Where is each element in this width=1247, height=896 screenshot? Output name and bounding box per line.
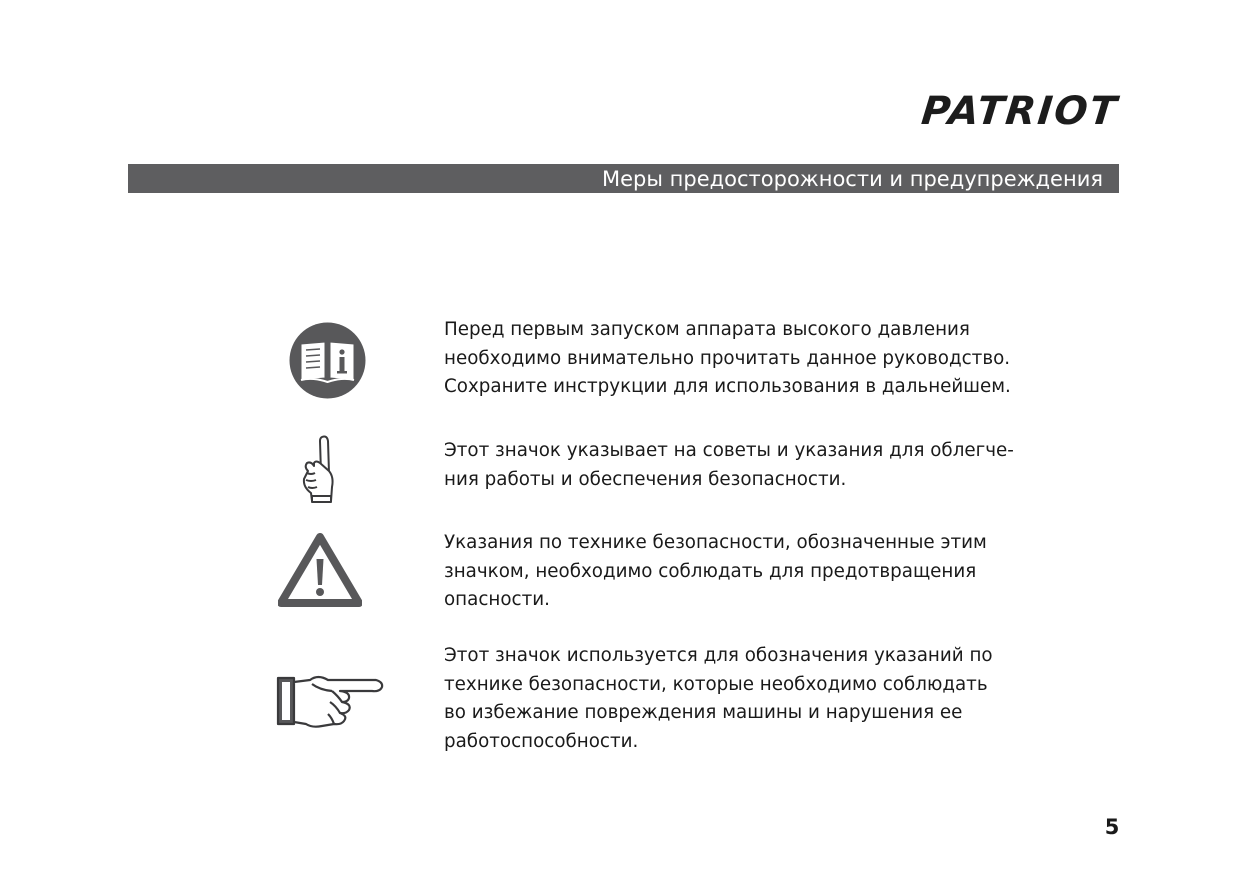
manual-info-icon (289, 322, 366, 399)
text-line: Перед первым запуском аппарата высокого давления (444, 319, 970, 340)
section-header-bar (128, 164, 1119, 193)
text-line: Этот значок используется для обозначения указаний по (444, 645, 993, 666)
text-line: Этот значок указывает на советы и указания для облегче- (444, 440, 1014, 461)
text-line: работоспособности. (444, 730, 639, 752)
section-title: Меры предосторожности и предупреждения (602, 167, 1103, 191)
text-line: ния работы и обеспечения безопасности. (444, 468, 847, 490)
item-text-safety (444, 642, 1044, 756)
item-text-manual (444, 316, 1044, 402)
pointing-hand-icon (276, 670, 386, 730)
page-number: 5 (1104, 815, 1120, 839)
brand-logo: PATRIOT (919, 89, 1121, 134)
text-line: Сохраните инструкции для использования в дальнейшем. (444, 376, 1011, 397)
text-line: необходимо внимательно прочитать данное руководство. (444, 347, 1011, 369)
text-line: Указания по технике безопасности, обозначенные этим (444, 532, 987, 553)
raised-finger-hand-icon (298, 433, 340, 505)
item-text-tips (444, 437, 1044, 494)
text-line: во избежание повреждения машины и нарушения ее (444, 702, 963, 723)
warning-triangle-icon (278, 533, 362, 607)
text-line: технике безопасности, которые необходимо соблюдать (444, 673, 988, 695)
text-line: опасности. (444, 589, 550, 610)
item-text-warning (444, 529, 1044, 615)
text-line: значком, необходимо соблюдать для предотвращения (444, 560, 977, 582)
